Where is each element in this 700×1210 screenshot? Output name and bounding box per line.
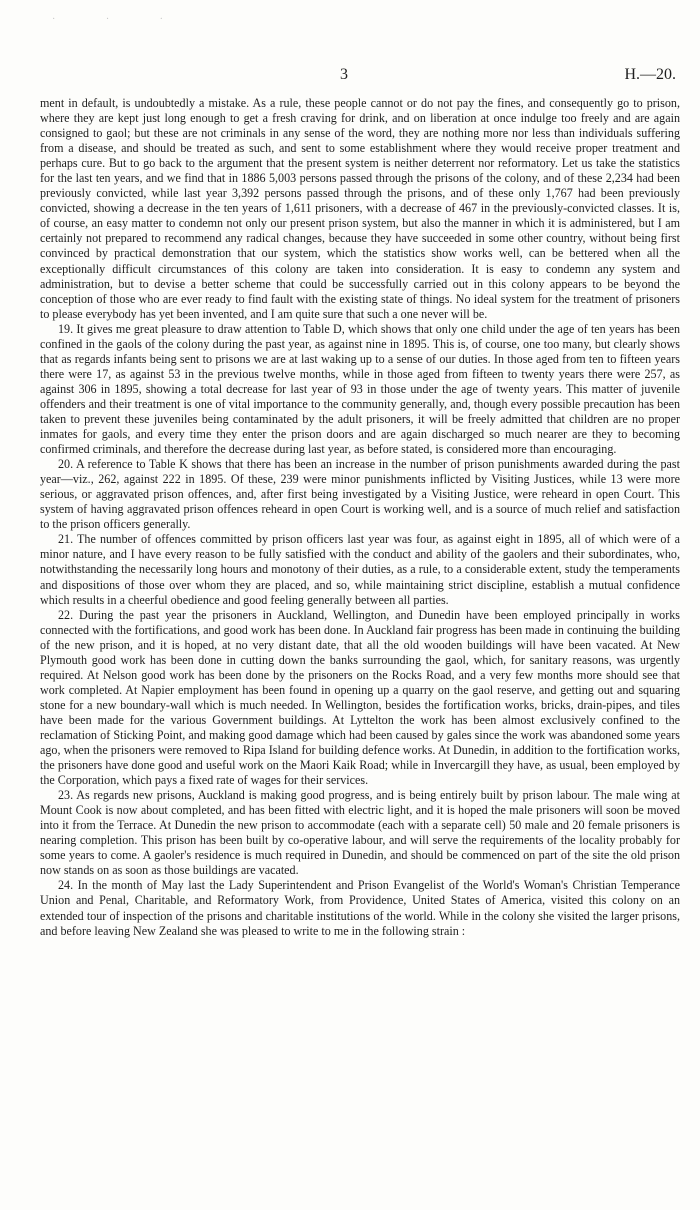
paragraph-19: 19. It gives me great pleasure to draw attention to Table D, which shows that only one child under the age of ten years has been confined in the gaols of the colony during the past year, as against nine in 1895. This is, of course, one too many, but clearly shows that as regards infants being sent to prisons we are at last waking up to a sense of our duties. In those aged from ten to fifteen years there were 17, as against 53 in the previous twelve months, while in those aged from fifteen to twenty years there were 257, as against 306 in 1895, showing a total decrease for last year of 93 in those under the age of twenty years. This matter of juvenile offenders and their treatment is one of vital importance to the community generally, and, though every possible precaution has been taken to prevent these juveniles being contaminated by the adult prisoners, it will be freely admitted that children are no proper inmates for gaols, and every time they enter the prison doors and are again discharged so much nearer are they to becoming confirmed criminals, and therefore the decrease during last year, as before stated, is considered more than encouraging.: [40, 321, 680, 457]
page-number: 3: [340, 66, 348, 83]
paragraph-24: 24. In the month of May last the Lady Superintendent and Prison Evangelist of the World's Woman's Christian Temperance Union and Penal, Charitable, and Reformatory Work, from Providence, United States of America, visited this colony on an extended tour of inspection of the prisons and charitable institutions of the world. While in the colony she visited the larger prisons, and before leaving New Zealand she was pleased to write to me in the following strain :: [40, 878, 680, 938]
paragraph-21: 21. The number of offences committed by prison officers last year was four, as against eight in 1895, all of which were of a minor nature, and I have every reason to be fully satisfied with the conduct and ability of the gaolers and their subordinates, who, notwithstanding the necessarily long hours and monotony of their duties, as a rule, to a considerable extent, study the temperaments and dispositions of those over whom they are placed, and so, while maintaining strict discipline, establish a mutual confidence which results in a cheerful obedience and good feeling generally between all parties.: [40, 532, 680, 607]
page-header: [0, 66, 700, 88]
paragraph-20: 20. A reference to Table K shows that there has been an increase in the number of prison punishments awarded during the past year—viz., 262, against 222 in 1895. Of these, 239 were minor punishments inflicted by Visiting Justices, while 13 were more serious, or aggravated prison offences, and, after first being investigated by a Visiting Justice, were reheard in open Court. This system of having aggravated prison offences reheard in open Court is working well, and is a source of much relief and satisfaction to the prison officers generally.: [40, 457, 680, 532]
document-reference: H.—20.: [624, 66, 676, 83]
paragraph-continued: ment in default, is undoubtedly a mistake. As a rule, these people cannot or do not pay the fines, and consequently go to prison, where they are kept just long enough to get a fresh craving for drink, and on liberation at once indulge too freely and are again consigned to gaol; but these are not criminals in any sense of the word, they are nothing more nor less than individuals suffering from a disease, and should be treated as such, and sent to some establishment where they would receive proper treatment and perhaps cure. But to go back to the argument that the present system is neither deterrent nor reformatory. Let us take the statistics for the last ten years, and we find that in 1886 5,003 persons passed through the prisons of the colony, and of these 2,234 had been previously convicted, while last year 3,392 persons passed through the prisons, and of these only 1,767 had been previously convicted, showing a decrease in the ten years of 1,611 prisoners, with a decrease of 467 in the previously-convicted classes. It is, of course, an easy matter to condemn not only our present prison system, but also the manner in which it is administered, but I am certainly not prepared to recommend any radical changes, because they have succeeded in some other country, without being first convinced by practical demonstration that our system, which the statistics show works well, can be bettered when all the exceptionally difficult circumstances of this colony are taken into consideration. It is easy to condemn any system and administration, but to devise a better scheme that could be successfully carried out in this colony appears to be beyond the conception of those who are ever ready to find fault with the existing state of things. No ideal system for the treatment of prisoners to please everybody has yet been invented, and I am quite sure that such a one never will be.: [40, 96, 680, 321]
scan-specks: · · ·: [52, 14, 187, 25]
paragraph-23: 23. As regards new prisons, Auckland is making good progress, and is being entirely built by prison labour. The male wing at Mount Cook is now about completed, and has been fitted with electric light, and it is hoped the male prisoners will soon be moved into it from the Terrace. At Dunedin the new prison to accommodate (each with a separate cell) 50 male and 20 female prisoners is nearing completion. This prison has been built by co-operative labour, and will serve the requirements of the locality probably for some years to come. A gaoler's residence is much required in Dunedin, and should be commenced on part of the site the old prison now stands on as soon as those buildings are vacated.: [40, 788, 680, 878]
paragraph-22: 22. During the past year the prisoners in Auckland, Wellington, and Dunedin have been employed principally in works connected with the fortifications, and good work has been done. In Auckland fair progress has been made in continuing the building of the new prison, and it is hoped, at no very distant date, that all the old wooden buildings will have been vacated. At New Plymouth good work has been done in cutting down the banks surrounding the gaol, which, for sanitary reasons, was urgently required. At Nelson good work has been done by the prisoners on the Rocks Road, and a very few months more should see that work completed. At Napier employment has been found in opening up a quarry on the gaol reserve, and getting out and squaring stone for a new boundary-wall which is much needed. In Wellington, besides the fortification works, bricks, drain-pipes, and tiles have been made for the various Government buildings. At Lyttelton the work has been almost exclusively confined to the reclamation of Sticking Point, and making good damage which had been caused by gales since the work was abandoned some years ago, when the prisoners were removed to Ripa Island for building defence works. At Dunedin, in addition to the fortification works, the prisoners have done good and useful work on the Maori Kaik Road; while in Invercargill they have, as usual, been employed by the Corporation, which pays a fixed rate of wages for their services.: [40, 607, 680, 788]
body-text: [40, 96, 680, 939]
